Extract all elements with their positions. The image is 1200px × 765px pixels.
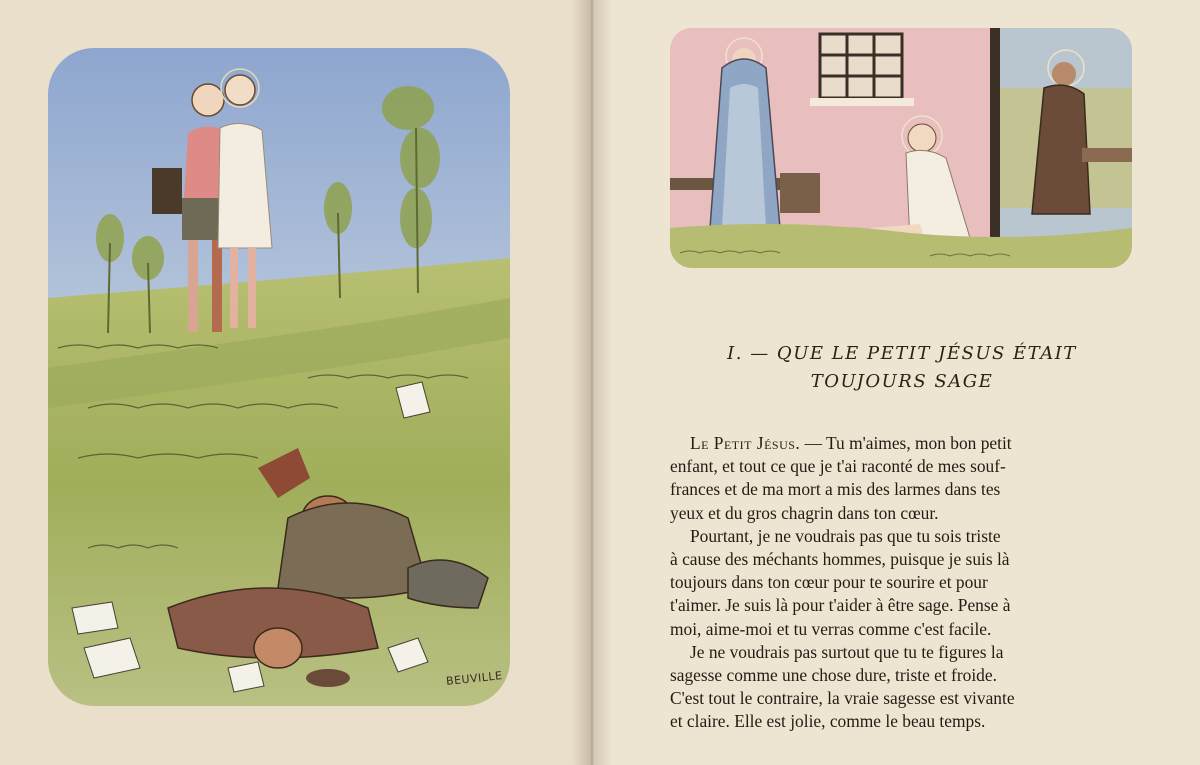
book-gutter (572, 0, 612, 765)
chapter-title (682, 340, 1122, 396)
paragraph-1 (670, 432, 1120, 525)
speaker-name: Le Petit Jésus. (690, 433, 801, 453)
left-illustration (48, 48, 510, 706)
right-illustration (670, 28, 1132, 268)
paragraph-1-text: — Tu m'aimes, mon bon petit enfant, et tout ce que je t'ai raconté de mes souf- frances et de ma mort a mis des larmes dans tes yeux et du gros chagrin dans ton cœur. (670, 433, 1012, 523)
illustrator-signature: BEUVILLE (445, 669, 504, 688)
paragraph-2: Pourtant, je ne voudrais pas que tu sois triste à cause des méchants hommes, puisque je suis là toujours dans ton cœur pour te sourire et pour t'aimer. Je suis là pour t'aider à être sage. Pense à moi, aime-moi et tu verras comme c'est facile. (670, 525, 1011, 639)
holy-family-scene-drawing (670, 28, 1132, 268)
paragraph-3: Je ne voudrais pas surtout que tu te figures la sagesse comme une chose dure, triste et froide. C'est tout le contraire, la vraie sagesse est vivante et claire. Elle est jolie, comme le beau temps. (670, 641, 1015, 732)
left-page (0, 0, 590, 765)
chapter-body (670, 432, 1120, 734)
chapter-title-line-1: I. — QUE LE PETIT JÉSUS ÉTAIT (727, 343, 1077, 364)
chapter-title-line-2: TOUJOURS SAGE (810, 371, 994, 392)
meadow-scene-drawing (48, 48, 510, 706)
